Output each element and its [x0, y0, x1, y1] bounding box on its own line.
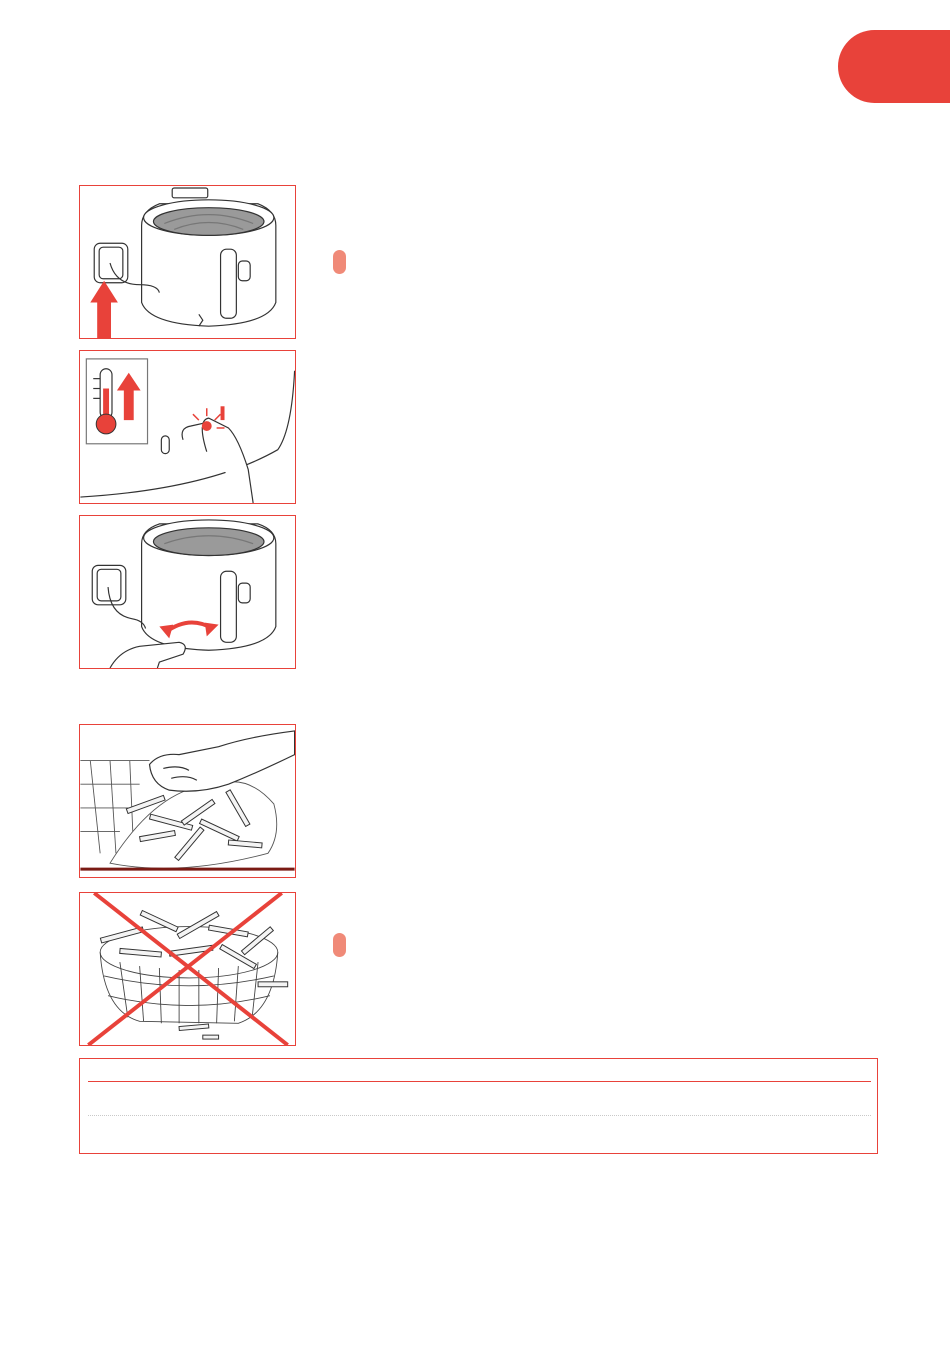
- thermometer-light-illustration: [80, 351, 295, 503]
- overfilled-basket-illustration: [80, 893, 295, 1045]
- language-tab: [838, 30, 950, 103]
- note-title-rule: [88, 1081, 871, 1082]
- bullet-marker-2: [333, 933, 346, 957]
- figure-dry-fries: [79, 724, 296, 878]
- fryer-plug-illustration: [80, 186, 295, 338]
- note-dotted-rule: [88, 1115, 871, 1116]
- note-box: [79, 1058, 878, 1154]
- figure-overfill-warning: [79, 892, 296, 1046]
- fryer-dial-illustration: [80, 516, 295, 668]
- figure-plug-in: [79, 185, 296, 339]
- drying-fries-illustration: [80, 725, 295, 877]
- figure-thermostat-dial: [79, 515, 296, 669]
- bullet-marker-1: [333, 250, 346, 274]
- figure-temperature-light: [79, 350, 296, 504]
